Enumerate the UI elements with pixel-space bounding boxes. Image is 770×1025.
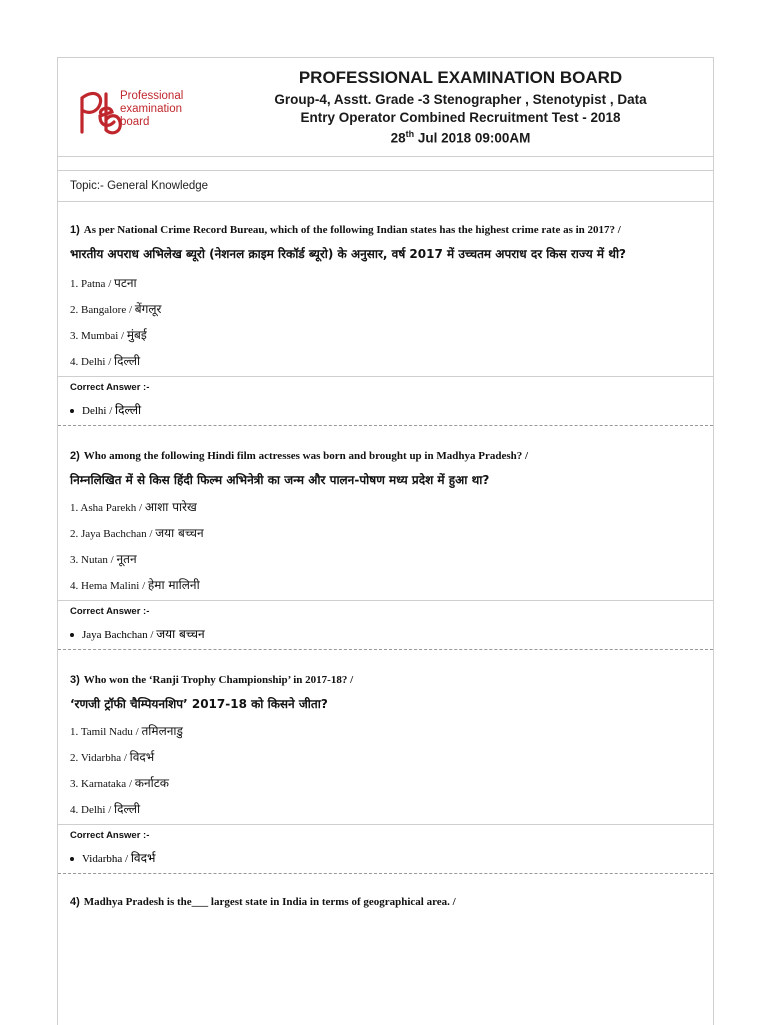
option-hindi: मुंबई (126, 328, 147, 342)
option-number: 1. (70, 278, 79, 290)
exam-date-suffix: th (405, 129, 415, 139)
bullet-icon (70, 857, 74, 861)
option-number: 3. (70, 554, 79, 566)
option-english: Tamil Nadu / (80, 726, 139, 738)
option-number: 2. (70, 304, 79, 316)
option-hindi: बेंगलूर (134, 302, 162, 316)
question-number: 1) (70, 224, 80, 236)
option-1 (70, 718, 693, 744)
exam-date-day: 28 (390, 130, 406, 146)
header (58, 58, 713, 156)
question-number: 2) (70, 450, 80, 462)
question-4 (58, 874, 713, 910)
logo-lettering-line: board (120, 116, 150, 128)
bullet-icon (70, 633, 74, 637)
option-english: Mumbai / (81, 330, 125, 342)
option-english: Vidarbha / (80, 752, 127, 764)
option-3 (70, 770, 693, 796)
question-text-en (70, 672, 693, 688)
option-hindi: नूतन (116, 552, 137, 566)
option-hindi: तमिलनाडु (141, 724, 183, 738)
option-3 (70, 546, 693, 572)
option-english: Nutan / (81, 554, 114, 566)
correct-answer (58, 399, 713, 425)
correct-answer-label: Correct Answer :- (70, 382, 150, 393)
topic-label: Topic:- General Knowledge (70, 180, 209, 192)
question-2 (58, 426, 713, 598)
question-3 (58, 650, 713, 822)
logo-lettering-line: Professional (120, 90, 184, 102)
option-hindi: दिल्ली (114, 354, 141, 368)
option-number: 4. (70, 356, 79, 368)
option-hindi: आशा पारेख (144, 500, 197, 514)
option-number: 2. (70, 752, 79, 764)
option-hindi: दिल्ली (114, 802, 141, 816)
option-4 (70, 348, 693, 374)
question-number: 3) (70, 674, 80, 686)
question-english: Madhya Pradesh is the___ largest state in India in terms of geographical area. / (83, 896, 456, 908)
answer-hindi: जया बच्चन (156, 627, 205, 641)
option-hindi: हेमा मालिनी (147, 578, 200, 592)
option-english: Delhi / (81, 804, 112, 816)
answer-english: Jaya Bachchan / (82, 629, 154, 641)
option-1 (70, 270, 693, 296)
question-english: Who won the ‘Ranji Trophy Championship’ in 2017-18? / (83, 674, 354, 686)
question-text-hi: भारतीय अपराध अभिलेख ब्यूरो (नेशनल क्राइम रिकॉर्ड ब्यूरो) के अनुसार, वर्ष 2017 में उच्चतम अपराध दर किस राज्य में थी? (70, 247, 627, 261)
option-english: Jaya Bachchan / (81, 528, 153, 540)
option-english: Delhi / (81, 356, 112, 368)
exam-date-rest: Jul 2018 09:00AM (414, 130, 531, 146)
exam-title-line-1: Group-4, Asstt. Grade -3 Stenographer , Stenotypist , Data (274, 92, 647, 107)
answer-hindi: विदर्भ (130, 851, 156, 865)
correct-answer-label: Correct Answer :- (70, 830, 150, 841)
question-text-en (70, 222, 693, 238)
bullet-icon (70, 409, 74, 413)
option-number: 1. (70, 726, 79, 738)
option-number: 4. (70, 804, 79, 816)
board-title: PROFESSIONAL EXAMINATION BOARD (298, 68, 623, 87)
exam-title-line-2: Entry Operator Combined Recruitment Test - 2018 (300, 110, 621, 125)
question-1 (58, 202, 713, 374)
option-number: 1. (70, 502, 79, 514)
peb-logo (76, 82, 198, 138)
correct-answer-label: Correct Answer :- (70, 606, 150, 617)
option-english: Patna / (81, 278, 112, 290)
option-number: 3. (70, 330, 79, 342)
correct-answer (58, 623, 713, 649)
option-number: 4. (70, 580, 79, 592)
option-2 (70, 520, 693, 546)
correct-answer (58, 847, 713, 873)
answer-english: Delhi / (82, 405, 113, 417)
answer-hindi: दिल्ली (115, 403, 142, 417)
document-page (57, 57, 714, 1025)
option-3 (70, 322, 693, 348)
question-text-hi: ‘रणजी ट्रॉफी चैम्पियनशिप’ 2017-18 को किसने जीता? (70, 697, 328, 711)
option-hindi: कर्नाटक (134, 776, 169, 790)
question-text-en (70, 448, 693, 464)
option-4 (70, 572, 693, 598)
option-2 (70, 296, 693, 322)
option-english: Asha Parekh / (80, 502, 143, 514)
option-number: 3. (70, 778, 79, 790)
question-number: 4) (70, 896, 80, 908)
question-text-en (70, 894, 693, 910)
option-english: Hema Malini / (81, 580, 146, 592)
option-english: Karnataka / (81, 778, 132, 790)
option-2 (70, 744, 693, 770)
logo-lettering-line: examination (120, 103, 183, 115)
option-number: 2. (70, 528, 79, 540)
question-english: As per National Crime Record Bureau, which of the following Indian states has the highest crime rate as in 2017? / (83, 224, 621, 236)
question-text-hi: निम्नलिखित में से किस हिंदी फिल्म अभिनेत्री का जन्म और पालन-पोषण मध्य प्रदेश में हुआ था? (70, 473, 490, 487)
option-1 (70, 494, 693, 520)
option-english: Bangalore / (81, 304, 133, 316)
answer-english: Vidarbha / (82, 853, 129, 865)
option-4 (70, 796, 693, 822)
option-hindi: जया बच्चन (155, 526, 204, 540)
option-hindi: विदर्भ (129, 750, 155, 764)
option-hindi: पटना (114, 276, 137, 290)
exam-date (208, 129, 713, 146)
question-english: Who among the following Hindi film actresses was born and brought up in Madhya Pradesh? / (83, 450, 529, 462)
